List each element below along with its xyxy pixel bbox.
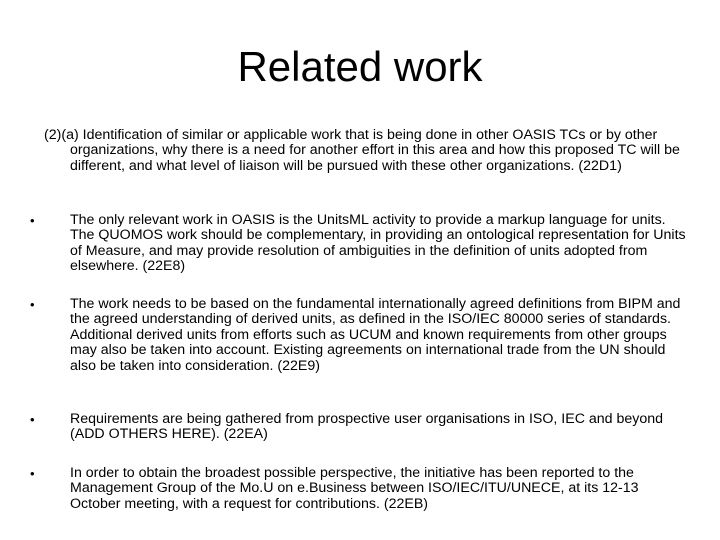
bullet-text: The only relevant work in OASIS is the UnitsML activity to provide a markup language for units. The QUOMOS work should be complementary, in providing an ontological representation for Units of Measure, and may provide resolution of ambiguities in the definition of units adopted from elsewhere. (22E8) [70, 212, 686, 275]
slide-title: Related work [237, 43, 483, 90]
bullet-icon: • [30, 213, 35, 228]
intro-paragraph: (2)(a) Identification of similar or applicable work that is being done in other OASIS TCs or by other organizations, why there is a need for another effort in this area and how this proposed TC will be different, and what level of liaison will be pursued with these other organizations. (22D1) [44, 127, 680, 174]
bullet-text: Requirements are being gathered from prospective user organisations in ISO, IEC and beyond (ADD OTHERS HERE). (22EA) [70, 411, 664, 443]
bullet-icon: • [30, 297, 35, 312]
bullet-icon: • [30, 466, 35, 481]
bullet-text: In order to obtain the broadest possible perspective, the initiative has been reported to the Management Group of the Mo.U on e.Business between ISO/IEC/ITU/UNECE, at its 12-13 October meeting, with a request for contributions. (22EB) [70, 465, 639, 512]
bullet-icon: • [30, 412, 35, 427]
bullet-text: The work needs to be based on the fundamental internationally agreed definitions from BIPM and the agreed understanding of derived units, as defined in the ISO/IEC 80000 series of standards. Additional derived units from efforts such as UCUM and known requirements from other groups may also be taken into account. Existing agreements on international trade from the UN should also be taken into consideration. (22E9) [70, 296, 681, 374]
